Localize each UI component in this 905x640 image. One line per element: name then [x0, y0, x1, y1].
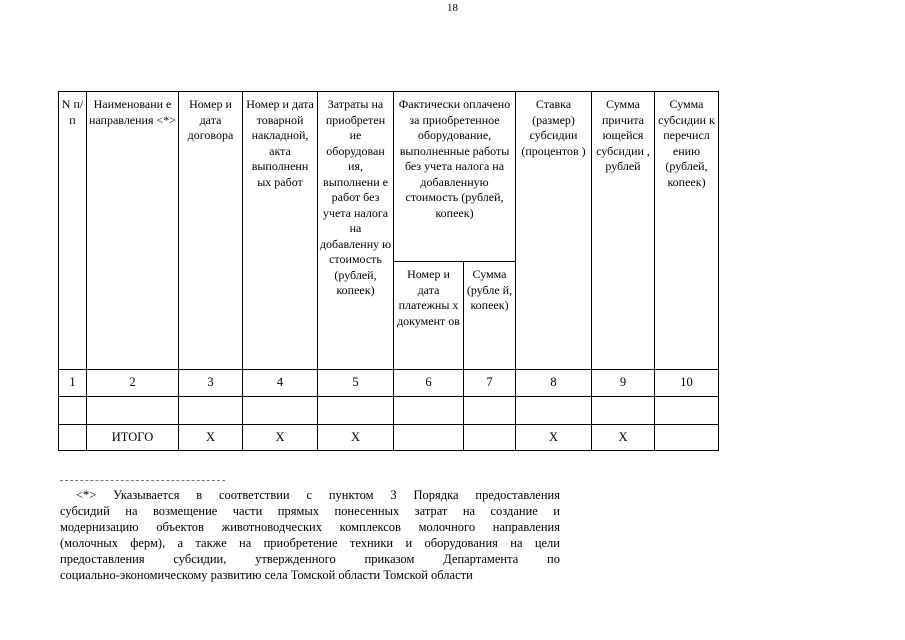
column-number: 10	[655, 370, 719, 397]
total-cell: Х	[592, 425, 655, 451]
column-numbers-row	[59, 370, 719, 397]
header-actually-paid: Фактически оплачено за приобретенное оборудование, выполненные работы без учета налога на добавленную стоимость (рублей, копеек)	[394, 92, 516, 262]
header-costs: Затраты на приобретен ие оборудован ия, выполнени е работ без учета налога на добавленну ю стоимость (рублей, копеек)	[318, 92, 394, 370]
header-n-pp: N п/п	[59, 92, 87, 370]
column-number: 8	[516, 370, 592, 397]
total-cell: Х	[318, 425, 394, 451]
total-cell: Х	[179, 425, 243, 451]
column-number: 4	[243, 370, 318, 397]
header-due-subsidy: Сумма причита ющейся субсидии , рублей	[592, 92, 655, 370]
column-number: 6	[394, 370, 464, 397]
total-cell	[59, 425, 87, 451]
footnote	[60, 487, 560, 583]
footnote-line: (молочных ферм), а также на приобретение техники и оборудования на цели	[60, 536, 560, 550]
empty-cell	[87, 397, 179, 425]
footnote-line: предоставления субсидии, утвержденного приказом Департамента по	[60, 552, 560, 566]
total-cell	[655, 425, 719, 451]
empty-cell	[516, 397, 592, 425]
empty-cell	[394, 397, 464, 425]
empty-cell	[59, 397, 87, 425]
footnote-line: <*> Указывается в соответствии с пунктом 3 Порядка предоставления	[76, 488, 560, 502]
total-cell: Х	[243, 425, 318, 451]
header-paid-sum: Сумма (рубле й, копеек)	[464, 262, 516, 370]
empty-cell	[179, 397, 243, 425]
total-cell	[464, 425, 516, 451]
header-direction-name: Наименовани е направления <*>	[87, 92, 179, 370]
footnote-line: модернизацию объектов животноводческих комплексов молочного направления	[60, 520, 560, 534]
header-payment-docs: Номер и дата платежны х документ ов	[394, 262, 464, 370]
total-cell	[394, 425, 464, 451]
header-contract: Номер и дата договора	[179, 92, 243, 370]
header-subsidy-transfer: Сумма субсидии к перечисл ению (рублей, копеек)	[655, 92, 719, 370]
total-cell: Х	[516, 425, 592, 451]
total-label: ИТОГО	[87, 425, 179, 451]
column-number: 9	[592, 370, 655, 397]
column-number: 3	[179, 370, 243, 397]
total-row	[59, 425, 719, 451]
column-number: 2	[87, 370, 179, 397]
page-number: 18	[447, 2, 458, 14]
column-number: 1	[59, 370, 87, 397]
subsidy-table	[58, 91, 719, 451]
column-number: 5	[318, 370, 394, 397]
empty-cell	[592, 397, 655, 425]
footnote-separator	[60, 480, 225, 481]
header-rate: Ставка (размер) субсидии (процентов )	[516, 92, 592, 370]
header-invoice: Номер и дата товарной накладной, акта выполненн ых работ	[243, 92, 318, 370]
footnote-line: социально-экономическому развитию села Томской области Томской области	[60, 568, 473, 582]
empty-cell	[655, 397, 719, 425]
empty-cell	[243, 397, 318, 425]
empty-cell	[318, 397, 394, 425]
header-row-1	[59, 92, 719, 262]
footnote-line: субсидий на возмещение части прямых понесенных затрат на создание и	[60, 504, 560, 518]
empty-cell	[464, 397, 516, 425]
empty-data-row	[59, 397, 719, 425]
column-number: 7	[464, 370, 516, 397]
